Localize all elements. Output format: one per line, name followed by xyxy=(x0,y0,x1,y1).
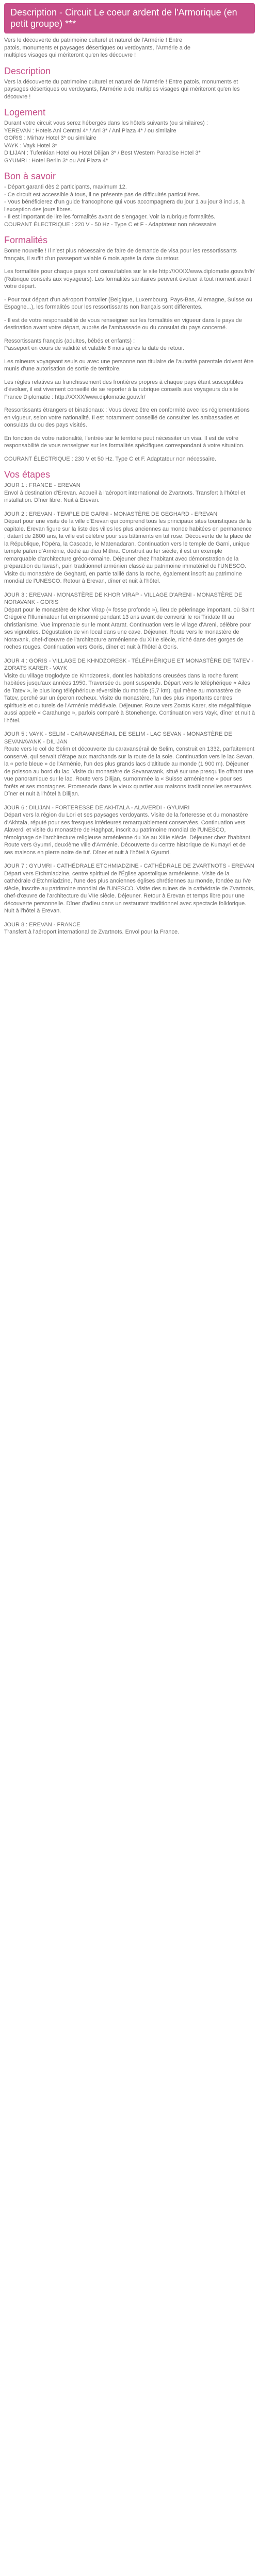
logement-block xyxy=(4,120,255,164)
hotel-item: GORIS : Mirhav Hotel 3* ou similaire xyxy=(4,135,96,141)
intro xyxy=(4,37,255,59)
bon-item: COURANT ÉLECTRIQUE : 220 V - 50 Hz - Type C et F - Adaptateur non nécessaire. xyxy=(4,221,218,228)
stage xyxy=(4,921,255,936)
stage-title: JOUR 6 : DILIJAN - FORTERESSE DE AKHTALA - ALAVERDI - GYUMRI xyxy=(4,804,190,811)
stage xyxy=(4,511,255,585)
page-title: Description - Circuit Le coeur ardent de l'Armorique (en petit groupe) *** xyxy=(4,3,255,33)
stage xyxy=(4,731,255,798)
hotel-item: YEREVAN : Hotels Ani Central 4* / Ani 3* / Ani Plaza 4* / ou similaire xyxy=(4,127,176,134)
stage-text: Départ pour une visite de la ville d'Erevan qui comprend tous les principaux sites touristiques de la capitale. Erevan figure sur la liste des villes les plus anciennes au monde habitées en permanence ; datant de 2800 ans, la ville est célèbre pour ses bâtiments en tuf rose. Découverte de la place de la République, l'Opéra, la Cascade, le Matenadaran. Continuation vers le temple de Garni, unique temple païen d'Arménie, dédié au dieu Mithra. Construit au Ier siècle, il est un exemple remarquable d'architecture gréco-romaine. Déjeuner chez l'habitant avec démonstration de la préparation du lavash, pain traditionnel arménien classé au patrimoine immatériel de l'UNESCO. Visite du monastère de Geghard, en partie taillé dans la roche, également inscrit au patrimoine mondial de l'UNESCO. Retour à Erevan, dîner et nuit à l'hôtel. xyxy=(4,518,252,584)
hotel-item: VAYK : Vayk Hotel 3* xyxy=(4,142,57,149)
logement-text: Durant votre circuit vous serez hébergés dans les hôtels suivants (ou similaires) : xyxy=(4,120,208,126)
stage-text: Départ pour le monastère de Khor Virap (« fosse profonde »), lieu de pèlerinage important, où Saint Grégoire l'Illuminateur fut emprisonné pendant 13 ans avant de convertir le roi Tiridate III au christianisme. Vue imprenable sur le mont Ararat. Continuation vers le village d'Areni, célèbre pour ses vignobles. Dégustation de vin local dans une cave. Déjeuner. Route vers le monastère de Noravank, chef-d'œuvre de l'architecture arménienne du XIIIe siècle, niché dans des gorges de roches rouges. Continuation vers Goris, dîner et nuit à l'hôtel à Goris. xyxy=(4,606,254,650)
formalites-para: COURANT ÉLECTRIQUE : 230 V et 50 Hz. Type C et F. Adaptateur non nécessaire. xyxy=(4,455,217,462)
stage-title: JOUR 3 : EREVAN - MONASTÈRE DE KHOR VIRAP - VILLAGE D'ARENI - MONASTÈRE DE NORAVANK - GORIS xyxy=(4,591,243,605)
formalites-para: Les mineurs voyageant seuls ou avec une personne non titulaire de l'autorité parentale doivent être munis d'une autorisation de sortie de territoire. xyxy=(4,358,254,372)
description-heading: Description xyxy=(4,65,51,76)
stage xyxy=(4,591,255,651)
description-text: Vers la découverte du patrimoine culturel et naturel de l'Armérie ! Entre patois, monuments et paysages désertiques ou verdoyants, l'Armérie a de multiples visages qui mériteront qu'en les découvre ! xyxy=(4,78,240,100)
stage-title: JOUR 7 : GYUMRI - CATHÉDRALE ETCHMIADZINE - CATHÉDRALE DE ZVARTNOTS - EREVAN xyxy=(4,863,254,869)
etapes-heading: Vos étapes xyxy=(4,469,51,480)
stage-text: Envol à destination d'Erevan. Accueil à l'aéroport international de Zvartnots. Transfert à l'hôtel et installation. Dîner libre. Nuit à Erevan. xyxy=(4,489,246,503)
stage xyxy=(4,862,255,915)
stage-text: Départ vers Etchmiadzine, centre spirituel de l'Église apostolique arménienne. Visite de la cathédrale d'Etchmiadzine, l'une des plus anciennes églises chrétiennes au monde, fondée au IVe siècle, inscrite au patrimoine mondial de l'UNESCO. Visite des ruines de la cathédrale de Zvartnots, chef-d'œuvre de l'architecture du VIIe siècle. Déjeuner. Retour à Erevan et temps libre pour une découverte personnelle. Dîner d'adieu dans un restaurant traditionnel avec spectacle folklorique. Nuit à l'hôtel à Erevan. xyxy=(4,870,255,914)
formalites-para: - Il est de votre responsabilité de vous renseigner sur les formalités en vigueur dans le pays de destination avant votre départ, auprès de l'ambassade ou du consulat du pays concerné. xyxy=(4,317,243,331)
formalites-para: Les règles relatives au franchissement des frontières propres à chaque pays étant susceptibles d'évoluer, il est vivement conseillé de se reporter à la rubrique conseils aux voyageurs du site France Diplomatie : http://XXXX/www.diplomatie.gouv.fr/ xyxy=(4,379,244,400)
stage xyxy=(4,482,255,504)
stage-title: JOUR 1 : FRANCE - EREVAN xyxy=(4,482,80,488)
page xyxy=(0,0,258,936)
formalites-para: Bonne nouvelle ! Il n'est plus nécessaire de faire de demande de visa pour les ressortissants français, il suffit d'un passeport valable 6 mois après la date du retour. xyxy=(4,248,237,262)
formalites-para: En fonction de votre nationalité, l'entrée sur le territoire peut nécessiter un visa. Il est de votre responsabilité de vous renseigner sur les formalités spécifiques correspondant à votre situation. xyxy=(4,435,245,449)
stage-title: JOUR 4 : GORIS - VILLAGE DE KHNDZORESK - TÉLÉPHÉRIQUE ET MONASTÈRE DE TATEV - ZORATS KARER - VAYK xyxy=(4,657,254,671)
stage-text: Visite du village troglodyte de Khndzoresk, dont les habitations creusées dans la roche furent habitées jusqu'aux années 1950. Traversée du pont suspendu. Départ vers le téléphérique « Ailes de Tatev », le plus long téléphérique réversible du monde (5,7 km), qui mène au monastère de Tatev, perché sur un éperon rocheux. Visite du monastère, l'un des plus importants centres spirituels et culturels de l'Arménie médiévale. Déjeuner. Route vers Zorats Karer, site mégalithique aussi appelé « Carahunge », parfois comparé à Stonehenge. Continuation vers Vayk, dîner et nuit à l'hôtel. xyxy=(4,672,255,724)
intro-line: Vers le découverte du patrimoine culturel et naturel de l'Armérie ! Entre xyxy=(4,37,183,43)
hotel-item: DILIJAN : Tufenkian Hotel ou Hotel Dilijan 3* / Best Western Paradise Hotel 3* xyxy=(4,150,201,156)
bon-item: - Ce circuit est accessible à tous, il ne présente pas de difficultés particulières. xyxy=(4,191,201,198)
stage-text: Départ vers la région du Lori et ses paysages verdoyants. Visite de la forteresse et du monastère d'Akhtala, réputé pour ses fresques intérieures remarquablement conservées. Continuation vers Alaverdi et visite du monastère de Haghpat, inscrit au patrimoine mondial de l'UNESCO, témoignage de l'architecture religieuse arménienne du Xe au XIIIe siècle. Déjeuner chez l'habitant. Route vers Gyumri, deuxième ville d'Arménie. Découverte du centre historique de Kumayri et de ses maisons en pierre noire de tuf. Dîner et nuit à l'hôtel à Gyumri. xyxy=(4,812,252,856)
intro-line: patois, monuments et paysages désertiques ou verdoyants, l'Armérie a de xyxy=(4,44,191,51)
formalites-para: Ressortissants étrangers et binationaux : Vous devez être en conformité avec les réglementations en vigueur, selon votre nationalité. Il est notamment conseillé de consulter les ambassades et consulats du ou des pays visités. xyxy=(4,407,250,428)
bon-item: - Départ garanti dès 2 participants, maximum 12. xyxy=(4,184,127,190)
stage-text: Route vers le col de Selim et découverte du caravansérail de Selim, construit en 1332, parfaitement conservé, qui servait d'étape aux marchands sur la route de la soie. Continuation vers le lac Sevan, la « perle bleue » de l'Arménie, l'un des plus grands lacs d'altitude au monde (1 900 m). Déjeuner de poisson au bord du lac. Visite du monastère de Sevanavank, situé sur une presqu'île offrant une vue panoramique sur le lac. Route vers Dilijan, surnommée la « Suisse arménienne » pour ses forêts et ses montagnes. Promenade dans le vieux quartier aux maisons traditionnelles restaurées. Dîner et nuit à l'hôtel à Dilijan. xyxy=(4,746,254,797)
logement-heading: Logement xyxy=(4,107,46,117)
formalites-para: Les formalités pour chaque pays sont consultables sur le site http://XXXX/www.diplomatie.gouv.fr/fr/ (Rubrique conseils aux voyageurs). Les formalités sanitaires peuvent évoluer à tout moment avant votre départ. xyxy=(4,268,255,290)
stage-title: JOUR 5 : VAYK - SELIM - CARAVANSÉRAIL DE SELIM - LAC SEVAN - MONASTÈRE DE SEVANAVANK - DILIJAN xyxy=(4,731,232,745)
formalites-para: Ressortissants français (adultes, bébés et enfants) : xyxy=(4,337,135,344)
stage xyxy=(4,804,255,857)
bon-heading: Bon à savoir xyxy=(4,171,56,181)
stage-title: JOUR 2 : EREVAN - TEMPLE DE GARNI - MONASTÈRE DE GEGHARD - EREVAN xyxy=(4,511,218,517)
formalites-block xyxy=(4,247,255,463)
bon-item: - Il est important de lire les formalités avant de s'engager. Voir la rubrique formalités. xyxy=(4,214,216,220)
intro-line: multiples visages qui mériteront qu'en les découvre ! xyxy=(4,52,136,58)
stage-title: JOUR 8 : EREVAN - FRANCE xyxy=(4,921,80,928)
hotel-item: GYUMRI : Hotel Berlin 3* ou Ani Plaza 4* xyxy=(4,157,108,164)
bon-block xyxy=(4,183,255,228)
formalites-para: Passeport en cours de validité et valable 6 mois après la date de retour. xyxy=(4,345,185,351)
formalites-para: - Pour tout départ d'un aéroport frontalier (Belgique, Luxembourg, Pays-Bas, Allemagne, Suisse ou Espagne...), les formalités pour les ressortissants non français sont différentes. xyxy=(4,296,252,310)
stage xyxy=(4,657,255,725)
stage-text: Transfert à l'aéroport international de Zvartnots. Envol pour la France. xyxy=(4,929,180,935)
formalites-heading: Formalités xyxy=(4,235,48,245)
bon-item: - Vous bénéficierez d'un guide francophone qui vous accompagnera du jour 1 au jour 8 inclus, à l'exception des jours libres. xyxy=(4,199,245,213)
